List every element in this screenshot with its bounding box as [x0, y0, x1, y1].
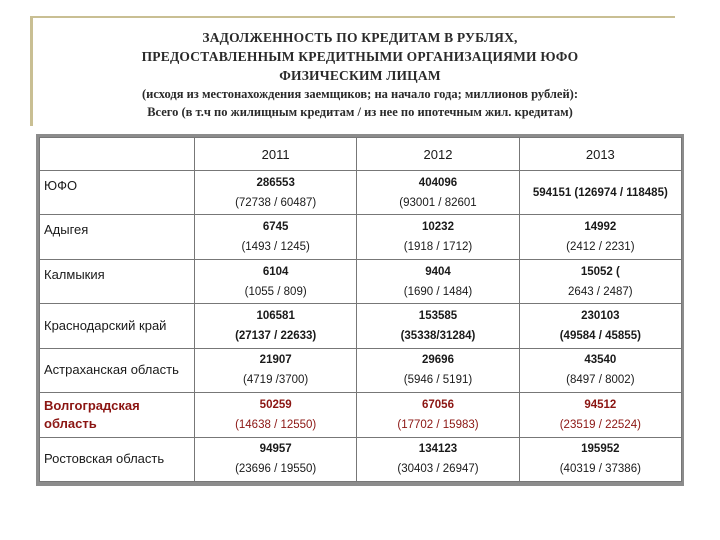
- value-cell: [519, 393, 681, 437]
- value-total: 15052 (: [580, 265, 620, 278]
- value-total: 10232: [422, 221, 454, 234]
- table-row: [40, 304, 682, 348]
- header-2011: 2011: [195, 138, 357, 171]
- decorative-vertical-line: [30, 16, 33, 126]
- value-cell: [357, 393, 519, 437]
- value-breakdown: (14638 / 12550): [235, 418, 317, 431]
- value-breakdown: (2412 / 2231): [566, 241, 635, 254]
- slide-title: [40, 28, 680, 121]
- value-total: 230103: [581, 309, 620, 322]
- value-breakdown: (72738 / 60487): [235, 196, 317, 209]
- region-name: Ростовская область: [40, 437, 195, 481]
- table-row: [40, 348, 682, 392]
- value-total: 29696: [422, 354, 454, 367]
- value-total: 9404: [425, 265, 451, 278]
- value-cell: [357, 304, 519, 348]
- header-2013: 2013: [519, 138, 681, 171]
- subtitle-line-1: (исходя из местонахождения заемщиков; на начало года; миллионов рублей):: [141, 87, 578, 101]
- value-total: 43540: [584, 354, 617, 367]
- header-region: [40, 138, 195, 171]
- value-total: 94957: [259, 443, 292, 456]
- value-breakdown: (23696 / 19550): [235, 463, 317, 476]
- value-cell: [519, 348, 681, 392]
- subtitle-line-2: Всего (в т.ч по жилищным кредитам / из нее по ипотечным жил. кредитам): [147, 105, 573, 119]
- value-breakdown: (35338/31284): [400, 329, 476, 342]
- value-total: 21907: [259, 354, 292, 367]
- value-cell: [195, 215, 357, 259]
- value-breakdown: (27137 / 22633): [235, 329, 317, 342]
- value-breakdown: 2643 / 2487): [568, 285, 633, 298]
- value-cell: [519, 171, 681, 215]
- table-row: [40, 437, 682, 481]
- title-line-2: ПРЕДОСТАВЛЕННЫМ КРЕДИТНЫМИ ОРГАНИЗАЦИЯМИ ЮФО: [141, 49, 579, 64]
- value-total: 594151 (126974 / 118485): [532, 186, 668, 199]
- value-cell: [195, 437, 357, 481]
- value-total: 153585: [418, 309, 458, 322]
- table-row: [40, 259, 682, 303]
- table-row: [40, 215, 682, 259]
- value-breakdown: (23519 / 22524): [559, 418, 641, 431]
- region-name: Астраханская область: [40, 348, 195, 392]
- value-cell: [357, 259, 519, 303]
- header-2012: 2012: [357, 138, 519, 171]
- table-header-row: [40, 138, 682, 171]
- region-name: ЮФО: [40, 171, 195, 215]
- value-total: 50259: [259, 398, 292, 411]
- value-total: 67056: [422, 398, 454, 411]
- region-name: Адыгея: [40, 215, 195, 259]
- value-total: 134123: [418, 443, 458, 456]
- region-name: Калмыкия: [40, 259, 195, 303]
- table-row-highlighted: [40, 393, 682, 437]
- value-breakdown: (30403 / 26947): [397, 463, 479, 476]
- value-total: 14992: [584, 221, 617, 234]
- value-cell: [357, 215, 519, 259]
- value-total: 6104: [262, 265, 289, 278]
- value-total: 286553: [256, 176, 295, 189]
- credit-debt-table: [36, 134, 684, 486]
- value-breakdown: (1918 / 1712): [403, 241, 473, 254]
- value-breakdown: (1055 / 809): [244, 285, 307, 298]
- value-total: 6745: [262, 221, 289, 234]
- table-row: [40, 171, 682, 215]
- value-cell: [519, 304, 681, 348]
- value-cell: [357, 348, 519, 392]
- value-breakdown: (1690 / 1484): [403, 285, 473, 298]
- decorative-horizontal-line: [30, 16, 675, 18]
- value-total: 106581: [256, 309, 295, 322]
- region-name: Волгоградская область: [40, 393, 195, 437]
- value-breakdown: (40319 / 37386): [559, 463, 641, 476]
- title-line-3: ФИЗИЧЕСКИМ ЛИЦАМ: [279, 68, 441, 83]
- value-breakdown: (8497 / 8002): [566, 374, 635, 387]
- value-cell: [519, 215, 681, 259]
- value-cell: [195, 259, 357, 303]
- value-total: 195952: [581, 443, 620, 456]
- value-breakdown: (1493 / 1245): [241, 241, 310, 254]
- value-breakdown: (93001 / 82601: [399, 196, 477, 209]
- value-breakdown: (5946 / 5191): [403, 374, 473, 387]
- value-breakdown: (4719 /3700): [243, 374, 309, 387]
- value-cell: [195, 304, 357, 348]
- value-total: 404096: [418, 176, 458, 189]
- value-cell: [357, 171, 519, 215]
- value-cell: [195, 171, 357, 215]
- value-cell: [519, 259, 681, 303]
- region-name: Краснодарский край: [40, 304, 195, 348]
- value-breakdown: (49584 / 45855): [559, 329, 641, 342]
- value-cell: [519, 437, 681, 481]
- value-breakdown: (17702 / 15983): [397, 418, 479, 431]
- value-cell: [195, 393, 357, 437]
- title-line-1: ЗАДОЛЖЕННОСТЬ ПО КРЕДИТАМ В РУБЛЯХ,: [202, 30, 518, 45]
- value-total: 94512: [584, 398, 617, 411]
- value-cell: [357, 437, 519, 481]
- value-cell: [195, 348, 357, 392]
